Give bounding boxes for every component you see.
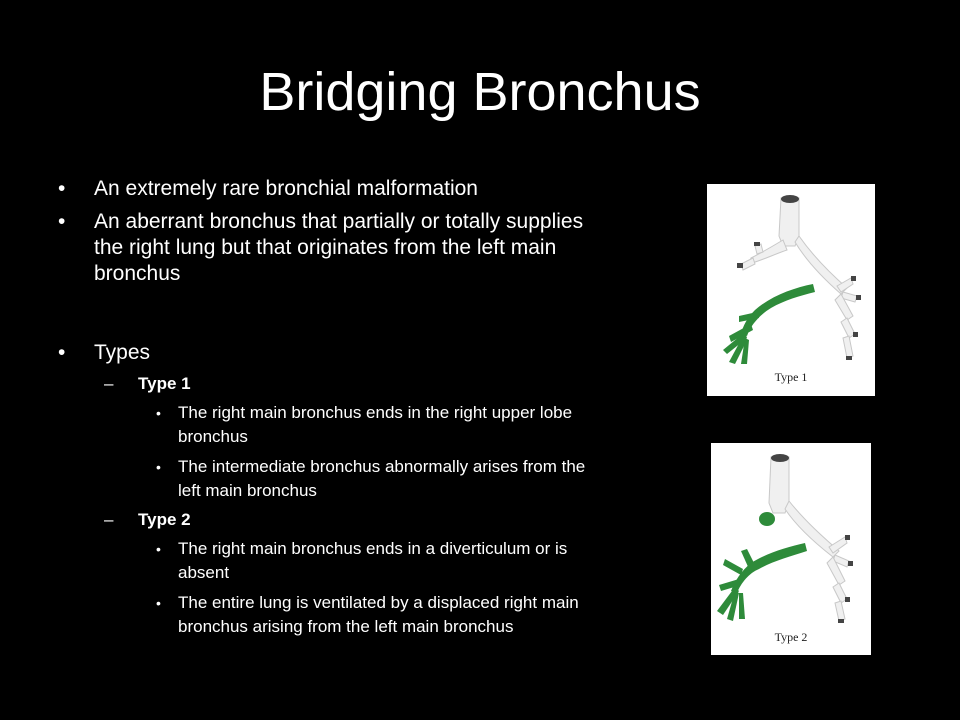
- dash-icon: –: [104, 510, 114, 529]
- bullet-icon: •: [156, 595, 161, 611]
- type-label: Type 2: [138, 510, 191, 529]
- type-2-diagram: [711, 443, 871, 655]
- sub-bullet-item: [58, 401, 588, 449]
- bullet-list: [58, 176, 598, 645]
- sub-bullet-item: [58, 591, 588, 639]
- bronchial-tree-type-2-illustration: [711, 443, 871, 655]
- bronchial-tree-type-1-illustration: [707, 184, 875, 396]
- type-1-heading: [58, 373, 598, 395]
- sub-bullet-text: The intermediate bronchus abnormally arises from the left main bronchus: [178, 457, 586, 500]
- sub-bullet-item: [58, 455, 588, 503]
- bullet-icon: •: [156, 541, 161, 557]
- bullet-icon: •: [156, 459, 161, 475]
- type-1-diagram: [707, 184, 875, 396]
- sub-bullet-item: [58, 537, 588, 585]
- bullet-icon: •: [58, 177, 66, 200]
- bullet-icon: •: [58, 210, 66, 233]
- type-2-heading: [58, 509, 598, 531]
- types-heading: Types: [94, 341, 151, 364]
- sub-bullet-text: The right main bronchus ends in the right upper lobe bronchus: [178, 403, 573, 446]
- bullet-text: An aberrant bronchus that partially or totally supplies the right lung but that originates from the left main bronchus: [94, 210, 584, 285]
- figure-caption: Type 1: [774, 370, 808, 384]
- bullet-item-types: [58, 340, 598, 366]
- type-label: Type 1: [138, 374, 191, 393]
- slide-title: Bridging Bronchus: [259, 62, 701, 122]
- bullet-item: [58, 209, 598, 287]
- figure-caption: Type 2: [774, 630, 808, 644]
- sub-bullet-text: The right main bronchus ends in a diverticulum or is absent: [178, 539, 568, 582]
- dash-icon: –: [104, 374, 114, 393]
- bullet-icon: •: [156, 405, 161, 421]
- bullet-icon: •: [58, 341, 66, 364]
- bullet-text: An extremely rare bronchial malformation: [94, 177, 478, 200]
- sub-bullet-text: The entire lung is ventilated by a displaced right main bronchus arising from the left main bronchus: [178, 593, 579, 636]
- bullet-item: [58, 176, 598, 202]
